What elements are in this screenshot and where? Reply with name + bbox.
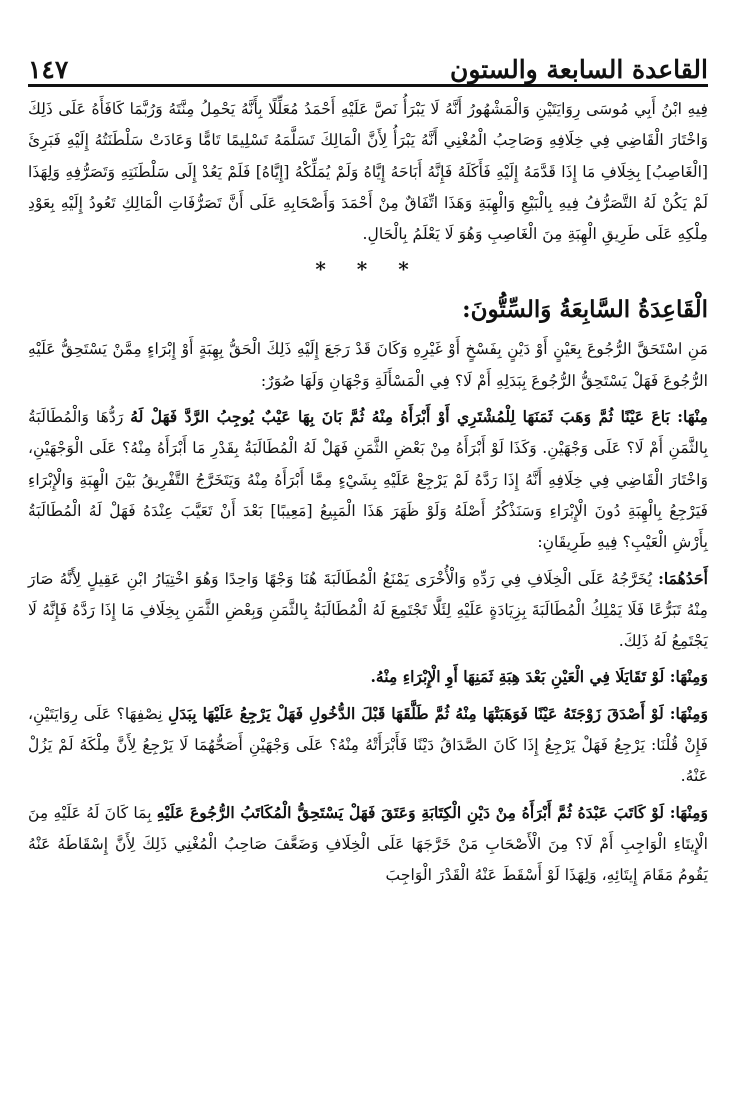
- page-number: ١٤٧: [28, 55, 69, 84]
- header-rule: [28, 84, 708, 87]
- page-body: [28, 94, 708, 1067]
- running-title: القاعدة السابعة والستون: [449, 55, 708, 84]
- paragraph-5: [28, 797, 708, 892]
- section-title: الْقَاعِدَةُ السَّابِعَةُ وَالسِّتُّونَ:: [462, 296, 708, 324]
- page-header: [28, 40, 708, 82]
- paragraph-lead: وَمِنْهَا: لَوْ كَاتَبَ عَبْدَهُ ثُمَّ أَبْرَأَهُ مِنْ دَيْنِ الْكِتَابَةِ وَعَتَقَ فَهَلْ يَسْتَحِقُّ الْمُكَاتَبُ الرُّجُوعَ عَلَيْهِ: [156, 802, 708, 822]
- paragraph-lead: وَمِنْهَا: لَوْ تَقَايَلَا فِي الْعَيْنِ بَعْدَ هِبَةِ ثَمَنِهَا أَوِ الْإِبْرَاءِ مِنْهُ.: [370, 667, 708, 687]
- paragraph-1: [28, 401, 708, 558]
- paragraph-lead: مِنْهَا: بَاعَ عَيْنًا ثُمَّ وَهَبَ ثَمَنَهَا لِلْمُشْتَرِي أَوْ أَبْرَأَهُ مِنْهُ ثُمَّ بَانَ بِهَا عَيْبٌ يُوجِبُ الرَّدَّ فَهَلْ لَهُ: [130, 407, 708, 427]
- paragraph-text: نِصْفِهَا؟ عَلَى رِوَايَتَيْنِ، فَإِنْ قُلْنَا: يَرْجِعُ فَهَلْ يَرْجِعُ إِذَا كَانَ الصَّدَاقُ دَيْنًا فَأَبْرَأَتْهُ مِنْهُ؟ عَلَى وَجْهَيْنِ أَصَحُّهُمَا لَا يَرْجِعُ لِأَنَّ مِلْكَهُ لَمْ يَزُلْ عَنْهُ.: [28, 704, 708, 786]
- intro-paragraph: فِيهِ ابْنُ أَبِي مُوسَى رِوَايَتَيْنِ وَالْمَشْهُورُ أَنَّهُ لَا يَبْرَأُ نَصَّ عَلَيْهِ أَحْمَدُ مُعَلِّلًا بِأَنَّهُ يَحْمِلُ مِنَّتَهُ وَرُبَّمَا كَافَأَهُ عَلَى ذَلِكَ وَاخْتَارَ الْقَاضِي فِي خِلَافِهِ وَصَاحِبُ الْمُغْنِي أَنَّهُ يَبْرَأُ لِأَنَّ الْمَالِكَ تَسَلَّمَهُ تَسْلِيمًا تَامًّا وَعَادَتْ سَلْطَنَتُهُ إِلَيْهِ فَبَرِئَ [الْغَاصِبُ] بِخِلَافِ مَا إِذَا قَدَّمَهُ إِلَيْهِ فَأَكَلَهُ فَإِنَّهُ أَبَاحَهُ إِيَّاهُ وَلَمْ يُمَلِّكْهُ [إِيَّاهُ] فَلَمْ يَعُدْ إِلَى سَلْطَنَتِهِ وَتَصَرُّفِهِ وَلِهَذَا لَمْ يَكُنْ لَهُ التَّصَرُّفُ فِيهِ بِالْبَيْعِ وَالْهِبَةِ وَهَذَا اتِّفَاقٌ مِنْ أَحْمَدَ وَأَصْحَابِهِ عَلَى أَنَّ تَصَرُّفَاتِ الْمَالِكِ تَعُودُ إِلَيْهِ بِعَوْدِ مِلْكِهِ عَلَى طَرِيقِ الْهِبَةِ مِنَ الْغَاصِبِ وَهُوَ لَا يَعْلَمُ بِالْحَالِ.: [28, 100, 708, 244]
- paragraph-3: [28, 661, 708, 693]
- section-intro: مَنِ اسْتَحَقَّ الرُّجُوعَ بِعَيْنٍ أَوْ دَيْنٍ بِفَسْخٍ أَوْ غَيْرِهِ وَكَانَ قَدْ رَجَعَ إِلَيْهِ ذَلِكَ الْحَقُّ بِهِبَةٍ أَوْ إِبْرَاءٍ مِمَّنْ يَسْتَحِقُّ عَلَيْهِ الرُّجُوعَ فَهَلْ يَسْتَحِقُّ الرُّجُوعَ بِبَدَلِهِ أَمْ لَا؟ فِي الْمَسْأَلَةِ وَجْهَانِ وَلَهَا صُوَرٌ:: [28, 340, 708, 390]
- paragraph-lead: وَمِنْهَا: لَوْ أَصْدَقَ زَوْجَتَهُ عَيْنًا فَوَهَبَتْهَا مِنْهُ ثُمَّ طَلَّقَهَا قَبْلَ الدُّخُولِ فَهَلْ يَرْجِعُ عَلَيْهَا بِبَدَلِ: [168, 703, 708, 723]
- paragraph-4: [28, 698, 708, 793]
- paragraph-text: رَدُّهَا وَالْمُطَالَبَةُ بِالثَّمَنِ أَمْ لَا؟ عَلَى وَجْهَيْنِ. وَكَذَا لَوْ أَبْرَأَهُ مِنْ بَعْضِ الثَّمَنِ فَهَلْ لَهُ الْمُطَالَبَةُ بِقَدْرِ مَا أَبْرَأَهُ مِنْهُ؟ عَلَى الْوَجْهَيْنِ، وَاخْتَارَ الْقَاضِي فِي خِلَافِهِ أَنَّهُ إِذَا رَدَّهُ لَمْ يَرْجِعْ عَلَيْهِ بِشَيْءٍ مِمَّا أَبْرَأَهُ مِنْهُ وَيَتَخَرَّجُ التَّفْرِيقُ بَيْنَ الْهِبَةِ وَالْإِبْرَاءِ فَيَرْجِعُ بِالْهِبَةِ دُونَ الْإِبْرَاءِ وَسَنَذْكُرُ أَصْلَهُ وَلَوْ ظَهَرَ هَذَا الْمَبِيعُ [مَعِيبًا] بَعْدَ أَنْ تَعَيَّبَ عِنْدَهُ فَهَلْ لَهُ الْمُطَالَبَةُ بِأَرْشِ الْعَيْبِ؟ فِيهِ طَرِيقَانِ:: [28, 408, 708, 552]
- paragraph-text: يُخَرَّجُهُ عَلَى الْخِلَافِ فِي رَدِّهِ وَالْأُخْرَى يَمْنَعُ الْمُطَالَبَةَ هُنَا وَجْهًا وَاحِدًا وَهُوَ اخْتِيَارُ ابْنِ عَقِيلٍ لِأَنَّهُ صَارَ مِنْهُ تَبَرُّعًا فَلَا يَمْلِكُ الْمُطَالَبَةَ بِزِيَادَةٍ عَلَيْهِ لِئَلَّا تَجْتَمِعَ لَهُ الْمُطَالَبَةُ بِالثَّمَنِ وَبِعْضِ الثَّمَنِ بِخِلَافِ مَا إِذَا رَدَّهُ فَإِنَّهُ لَا يَجْتَمِعُ لَهُ ذَلِكَ.: [28, 569, 708, 651]
- paragraph-lead: أَحَدُهُمَا:: [658, 568, 708, 588]
- section-separator: * * *: [315, 257, 421, 282]
- paragraph-text: بِمَا كَانَ لَهُ عَلَيْهِ مِنَ الْإِيتَاءِ الْوَاجِبِ أَمْ لَا؟ مِنَ الْأَصْحَابِ مَنْ خَرَّجَهَا عَلَى الْخِلَافِ وَضَعَّفَ صَاحِبُ الْمُغْنِي ذَلِكَ لِأَنَّ إِسْقَاطَهُ عَنْهُ يَقُومُ مَقَامَ إِيتَائِهِ، وَلِهَذَا لَوْ أَسْقَطَ عَنْهُ الْقَدْرَ الْوَاجِبَ: [28, 803, 708, 885]
- paragraph-2: [28, 563, 708, 658]
